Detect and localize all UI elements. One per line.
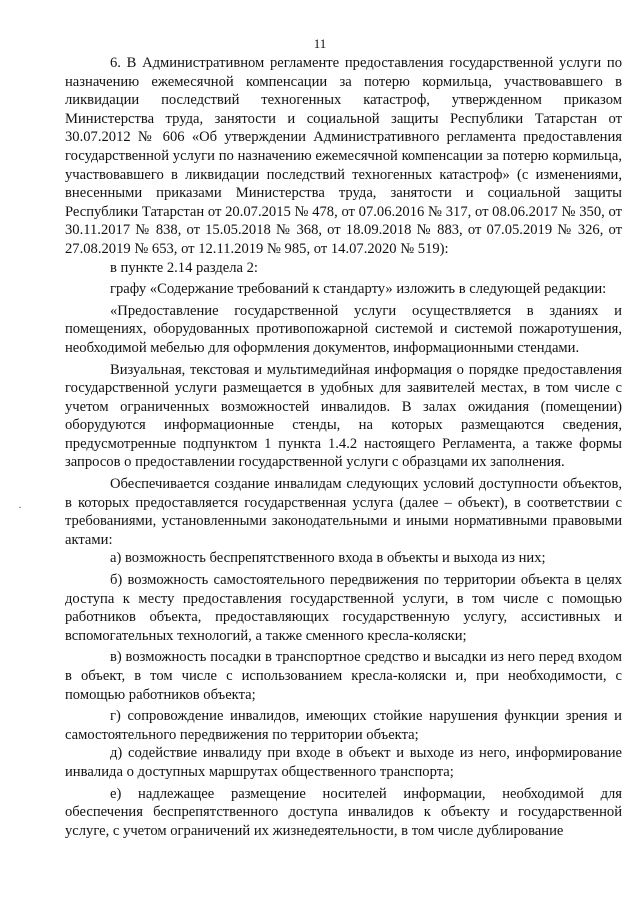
paragraph-premises: «Предоставление государственной услуги осуществляется в зданиях и помещениях, оборудованных противопожарной системой и системой пожаротушения, необходимой мебелью для оформления документов, информационными стендами. [65, 302, 622, 356]
list-item-v: в) возможность посадки в транспортное средство и высадки из него перед входом в объект, в том числе с использованием кресла-коляски и, при необходимости, с помощью работников объекта; [65, 649, 622, 703]
paragraph-information: Визуальная, текстовая и мультимедийная информация о порядке предоставления государственной услуги размещается в удобных для заявителей местах, в том числе с учетом ограниченных возможностей инвалидов. В залах ожидания (помещении) оборудуются информационные стенды, на которых размещаются сведения, предусмотренные подпунктом 1 пункта 1.4.2 настоящего Регламента, а также формы запросов о предоставлении государственной услуги с образцами их заполнения. [65, 361, 622, 471]
margin-mark: · [18, 500, 22, 514]
paragraph-column-instruction: графу «Содержание требований к стандарту» изложить в следующей редакции: [110, 281, 607, 298]
list-item-b: б) возможность самостоятельного передвижения по территории объекта в целях доступа к месту предоставления государственной услуги, в том числе с помощью работников объекта, предоставляющих государственную услугу, ассистивных и вспомогательных технологий, а также сменного кресла-коляски; [65, 572, 622, 644]
list-item-e: е) надлежащее размещение носителей информации, необходимой для обеспечения беспрепятственного доступа инвалидов к объекту и государственной услуге, с учетом ограничений их жизнедеятельности, в том числе дублирование [65, 785, 622, 839]
list-item-a: а) возможность беспрепятственного входа в объекты и выхода из них; [110, 550, 546, 567]
list-item-d: д) содействие инвалиду при входе в объект и выходе из него, информирование инвалида о доступных маршрутах общественного транспорта; [65, 745, 622, 780]
paragraph-amendment-intro: 6. В Административном регламенте предоставления государственной услуги по назначению ежемесячной компенсации за потерю кормильца, участвовавшего в ликвидации последствий техногенных катастроф, утвержденном приказом Министерства труда, занятости и социальной защиты Республики Татарстан от 30.07.2012 № 606 «Об утверждении Административного регламента предоставления государственной услуги по назначению ежемесячной компенсации за потерю кормильца, участвовавшего в ликвидации последствий техногенных катастроф» (с изменениями, внесенными приказами Министерства труда, занятости и социальной защиты Республики Татарстан от 20.07.2015 № 478, от 07.06.2016 № 317, от 08.06.2017 № 350, от 30.11.2017 № 838, от 15.05.2018 № 368, от 18.09.2018 № 883, от 07.05.2019 № 326, от 27.08.2019 № 653, от 12.11.2019 № 985, от 14.07.2020 № 519): [65, 55, 622, 257]
document-body [65, 54, 622, 840]
paragraph-clause-ref: в пункте 2.14 раздела 2: [110, 259, 258, 276]
paragraph-accessibility: Обеспечивается создание инвалидам следующих условий доступности объектов, в которых предоставляется государственная услуга (далее – объект), в соответствии с требованиями, установленными законодательными и иными нормативными правовыми актами: [65, 476, 622, 548]
list-item-g: г) сопровождение инвалидов, имеющих стойкие нарушения функции зрения и самостоятельного передвижения по территории объекта; [65, 708, 622, 743]
page-number: 11 [313, 36, 327, 51]
